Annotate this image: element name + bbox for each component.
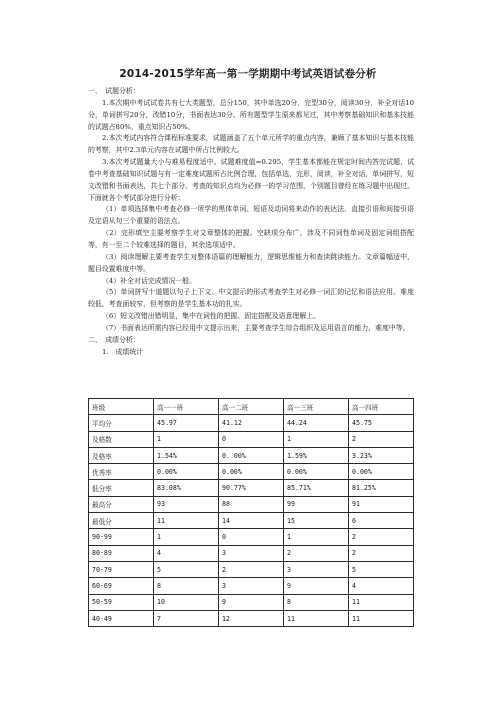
- table-cell: 10: [154, 594, 219, 610]
- header-cell: 高一三班: [284, 399, 349, 415]
- table-cell: 6: [349, 513, 414, 529]
- paragraph-dialogue: （4）补全对话完成情况一般。: [102, 276, 196, 285]
- table-cell: 2: [219, 561, 284, 577]
- table-cell: 及格率: [89, 447, 154, 463]
- table-cell: 11: [349, 594, 414, 610]
- table-cell: 90-99: [89, 529, 154, 545]
- table-cell: 低分率: [89, 480, 154, 496]
- table-cell: 1: [154, 431, 219, 447]
- table-cell: 0.00%: [349, 464, 414, 480]
- score-statistics-table: [88, 398, 414, 627]
- paragraph-single-choice: （1）单项选择集中考查必修一所学的黑体单词、短语及动词将来动作的表达法、直接引语和间接引语及定语从句三个重要的语法点。: [88, 205, 414, 226]
- paragraph-3: 3.本次考试题量大小与难易程度适中。试题难度值=0.295，学生基本都能在规定时间内答完试题，试卷中考查基础知识试题与有一定难度试题所占比例合理，包括单选，完形，阅读，补全对话，单词拼写，短文改错和书面表达，共七个部分。考查的知识点均为必修一的学习范围，个别题目曾经在练习题中出现过。下面就各个考试部分进行分析：: [88, 158, 414, 202]
- table-cell: 3: [284, 561, 349, 577]
- table-cell: 优秀率: [89, 464, 154, 480]
- table-cell: 2: [349, 545, 414, 561]
- paragraph-cloze: （2）完形填空主要考察学生对文章整体的把握。空缺项分布广，涉及不同词性单词及固定词组搭配等，有一至二个较难选择的题目，其余选项适中。: [88, 229, 414, 249]
- table-row: [89, 496, 414, 512]
- table-cell: 5: [349, 561, 414, 577]
- table-cell: 12: [219, 610, 284, 626]
- table-cell: 15: [284, 513, 349, 529]
- table-cell: 平均分: [89, 415, 154, 431]
- table-cell: 14: [219, 513, 284, 529]
- table-cell: 5: [154, 561, 219, 577]
- paragraph-1: 1.本次期中考试试卷共有七大类题型，总分150，其中单选20分，完型30分，阅读30分，补全对话10分，单词拼写20分，改错10分，书面表达30分。所有题型学生原来都见过，其中考察基础知识和基本技能的试题占80%，重点知识占50%。: [88, 98, 414, 131]
- table-cell: 3: [219, 578, 284, 594]
- header-cell: 高一四班: [349, 399, 414, 415]
- table-row: [89, 447, 414, 463]
- table-row: [89, 545, 414, 561]
- table-cell: 2: [284, 545, 349, 561]
- table-cell: 88: [219, 496, 284, 512]
- table-cell: 93: [154, 496, 219, 512]
- table-cell: 0: [219, 529, 284, 545]
- table-row: [89, 415, 414, 431]
- paragraph-reading: （3）阅读理解主要考查学生对整体语篇的理解能力，逻辑思维能力和查读跳读能力。文章篇幅适中，题目设置难度中等。: [88, 252, 414, 273]
- table-cell: 4: [349, 578, 414, 594]
- table-cell: 83.08%: [154, 480, 219, 496]
- table-cell: 45.75: [349, 415, 414, 431]
- paragraph-writing: （7）书面表达所需内容已经用中文提示出来，主要考查学生综合组织及运用语言的能力，难度中等。: [102, 323, 410, 332]
- table-cell: 91: [349, 496, 414, 512]
- table-cell: 3.23%: [349, 447, 414, 463]
- table-cell: 8: [284, 594, 349, 610]
- table-row: [89, 610, 414, 626]
- table-cell: 80-89: [89, 545, 154, 561]
- table-row: [89, 594, 414, 610]
- table-cell: 1: [284, 431, 349, 447]
- table-cell: 及格数: [89, 431, 154, 447]
- table-cell: 0. 00%: [219, 447, 284, 463]
- table-cell: 99: [284, 496, 349, 512]
- section-heading-test-analysis: 一、 试题分析：: [88, 87, 140, 95]
- table-cell: 60-69: [89, 578, 154, 594]
- table-cell: 44.24: [284, 415, 349, 431]
- table-cell: 1: [284, 529, 349, 545]
- table-cell: 0.00%: [154, 464, 219, 480]
- table-cell: 0.00%: [284, 464, 349, 480]
- table-row: [89, 464, 414, 480]
- table-cell: 11: [154, 513, 219, 529]
- table-row: [89, 529, 414, 545]
- table-cell: 最高分: [89, 496, 154, 512]
- table-cell: 最低分: [89, 513, 154, 529]
- table-cell: 4: [154, 545, 219, 561]
- table-cell: 7: [154, 610, 219, 626]
- table-cell: 0: [219, 431, 284, 447]
- table-cell: 40-49: [89, 610, 154, 626]
- table-header-row: [89, 399, 414, 415]
- paragraph-2: 2.本次考试内容符合课程标准要求，试题涵盖了五个单元所学的重点内容，兼顾了基本知识与基本技能的考察，其中2.3单元内容在试题中所占比例较大。: [88, 134, 414, 155]
- table-cell: 1: [154, 529, 219, 545]
- table-cell: 1.59%: [284, 447, 349, 463]
- table-cell: 70-79: [89, 561, 154, 577]
- table-cell: 90.77%: [219, 480, 284, 496]
- table-row: [89, 561, 414, 577]
- table-row: [89, 578, 414, 594]
- section-heading-score-analysis: 二、 成绩分析：: [88, 335, 140, 344]
- table-cell: 41.12: [219, 415, 284, 431]
- table-cell: 0.00%: [219, 464, 284, 480]
- table-cell: 11: [349, 610, 414, 626]
- table-cell: 2: [349, 529, 414, 545]
- header-cell: 高一二班: [219, 399, 284, 415]
- table-cell: 11: [284, 610, 349, 626]
- table-cell: 50-59: [89, 594, 154, 610]
- analysis-body: [88, 86, 414, 358]
- table-row: [89, 480, 414, 496]
- document-title: 2014-2015学年高一第一学期期中考试英语试卷分析: [119, 68, 377, 80]
- header-cell: 班级: [89, 399, 154, 415]
- table-cell: 9: [219, 594, 284, 610]
- paragraph-spelling: （5）单词拼写十道题以句子上下文、中文提示的形式考查学生对必修一词汇的记忆和语法应用。难度较低，考查面较窄，但考察的是学生基本功的扎实。: [88, 288, 414, 309]
- table-cell: 45.97: [154, 415, 219, 431]
- table-row: [89, 431, 414, 447]
- header-cell: 高一一班: [154, 399, 219, 415]
- table-cell: 2: [349, 431, 414, 447]
- subheading-score-statistics: 1. 成绩统计: [102, 347, 144, 356]
- table-cell: 3: [219, 545, 284, 561]
- table-row: [89, 513, 414, 529]
- table-cell: 81.25%: [349, 480, 414, 496]
- table-cell: 85.71%: [284, 480, 349, 496]
- table-cell: 9: [284, 578, 349, 594]
- paragraph-error-correction: （6）短文改错出错明显，集中在词性的把握、固定搭配及语意理解上。: [102, 312, 320, 321]
- table-cell: 8: [154, 578, 219, 594]
- table-cell: 1.54%: [154, 447, 219, 463]
